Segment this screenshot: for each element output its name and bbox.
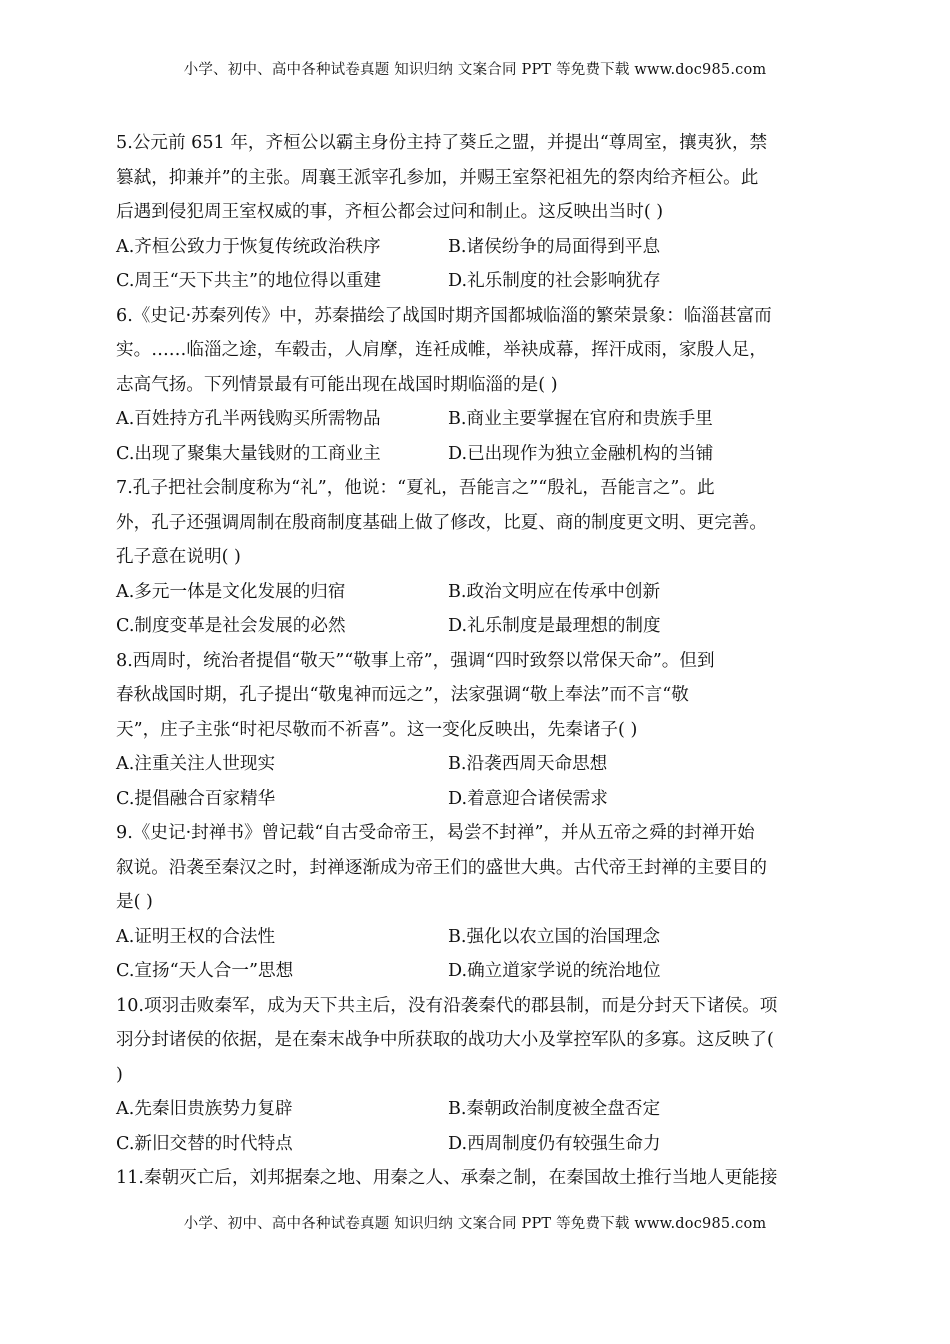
question-text-line: 9.《史记·封禅书》曾记载“自古受命帝王，曷尝不封禅”，并从五帝之舜的封禅开始 <box>116 823 755 843</box>
page-footer: 小学、初中、高中各种试卷真题 知识归纳 文案合同 PPT 等免费下载 www.doc985.com <box>183 1216 767 1232</box>
question-text-line: 后遇到侵犯周王室权威的事，齐桓公都会过问和制止。这反映出当时( ) <box>116 202 664 222</box>
option-c: C.宣扬“天人合一”思想 <box>116 961 294 981</box>
option-c: C.提倡融合百家精华 <box>116 788 276 809</box>
option-a: A.多元一体是文化发展的归宿 <box>116 581 346 602</box>
option-c: C.周王“天下共主”的地位得以重建 <box>116 271 382 291</box>
option-c: C.制度变革是社会发展的必然 <box>116 616 346 636</box>
question-text-line: 10.项羽击败秦军，成为天下共主后，没有沿袭秦代的郡县制，而是分封天下诸侯。项 <box>116 995 778 1016</box>
option-d: D.礼乐制度的社会影响犹存 <box>448 271 661 291</box>
option-row <box>116 1092 828 1127</box>
option-row <box>116 609 828 644</box>
option-b: B.政治文明应在传承中创新 <box>448 581 661 602</box>
question-text-line: 篡弑，抑兼并”的主张。周襄王派宰孔参加，并赐王室祭祀祖先的祭肉给齐桓公。此 <box>116 167 759 188</box>
question-text-line: 志高气扬。下列情景最有可能出现在战国时期临淄的是( ) <box>116 374 558 395</box>
question-6 <box>116 299 828 472</box>
option-a: A.证明王权的合法性 <box>116 926 276 947</box>
option-b: B.强化以农立国的治国理念 <box>448 926 661 947</box>
option-row <box>116 747 828 782</box>
option-a: A.注重关注人世现实 <box>116 754 276 774</box>
question-11 <box>116 1161 828 1196</box>
option-c: C.出现了聚集大量钱财的工商业主 <box>116 443 381 464</box>
question-list <box>116 126 828 1196</box>
option-row <box>116 920 828 955</box>
question-text-line: 外，孔子还强调周制在殷商制度基础上做了修改，比夏、商的制度更文明、更完善。 <box>116 512 767 533</box>
question-text-line: 7.孔子把社会制度称为“礼”，他说：“夏礼，吾能言之”“殷礼，吾能言之”。此 <box>116 478 715 498</box>
option-d: D.西周制度仍有较强生命力 <box>448 1133 661 1154</box>
question-text-line: 羽分封诸侯的依据，是在秦末战争中所获取的战功大小及掌控军队的多寡。这反映了( <box>116 1030 774 1050</box>
question-8 <box>116 644 828 817</box>
option-a: A.先秦旧贵族势力复辟 <box>116 1099 293 1119</box>
option-row <box>116 782 828 817</box>
question-text-line: 春秋战国时期，孔子提出“敬鬼神而远之”，法家强调“敬上奉法”而不言“敬 <box>116 685 689 705</box>
option-row <box>116 575 828 610</box>
question-text-line: 天”，庄子主张“时祀尽敬而不祈喜”。这一变化反映出，先秦诸子( ) <box>116 719 638 740</box>
option-d: D.着意迎合诸侯需求 <box>448 788 608 809</box>
option-row <box>116 402 828 437</box>
option-d: D.已出现作为独立金融机构的当铺 <box>448 443 714 464</box>
question-5 <box>116 126 828 299</box>
option-row <box>116 954 828 989</box>
option-row <box>116 437 828 472</box>
option-row <box>116 264 828 299</box>
question-text-line: ) <box>116 1064 123 1085</box>
option-row <box>116 230 828 265</box>
option-d: D.礼乐制度是最理想的制度 <box>448 616 661 636</box>
option-a: A.齐桓公致力于恢复传统政治秩序 <box>116 236 381 257</box>
question-text-line: 孔子意在说明( ) <box>116 547 241 567</box>
page-header: 小学、初中、高中各种试卷真题 知识归纳 文案合同 PPT 等免费下载 www.doc985.com <box>183 62 767 78</box>
question-text-line: 实。……临淄之途，车毂击，人肩摩，连衽成帷，举袂成幕，挥汗成雨，家殷人足， <box>116 340 767 360</box>
question-text-line: 是( ) <box>116 892 153 912</box>
option-b: B.诸侯纷争的局面得到平息 <box>448 236 661 257</box>
option-a: A.百姓持方孔半两钱购买所需物品 <box>116 409 381 429</box>
question-text-line: 叙说。沿袭至秦汉之时，封禅逐渐成为帝王们的盛世大典。古代帝王封禅的主要目的 <box>116 857 767 878</box>
option-c: C.新旧交替的时代特点 <box>116 1133 293 1154</box>
question-10 <box>116 989 828 1162</box>
question-text-line: 5.公元前 651 年，齐桓公以霸主身份主持了葵丘之盟，并提出“尊周室，攘夷狄，禁 <box>116 133 768 153</box>
question-text-line: 6.《史记·苏秦列传》中，苏秦描绘了战国时期齐国都城临淄的繁荣景象：临淄甚富而 <box>116 305 772 326</box>
option-d: D.确立道家学说的统治地位 <box>448 961 661 981</box>
option-b: B.商业主要掌握在官府和贵族手里 <box>448 409 713 429</box>
question-7 <box>116 471 828 644</box>
option-row <box>116 1127 828 1162</box>
question-text-line: 11.秦朝灭亡后，刘邦据秦之地、用秦之人、承秦之制，在秦国故土推行当地人更能接 <box>116 1168 778 1188</box>
question-text-line: 8.西周时，统治者提倡“敬天”“敬事上帝”，强调“四时致祭以常保天命”。但到 <box>116 650 715 671</box>
option-b: B.秦朝政治制度被全盘否定 <box>448 1099 661 1119</box>
option-b: B.沿袭西周天命思想 <box>448 754 608 774</box>
question-9 <box>116 816 828 989</box>
